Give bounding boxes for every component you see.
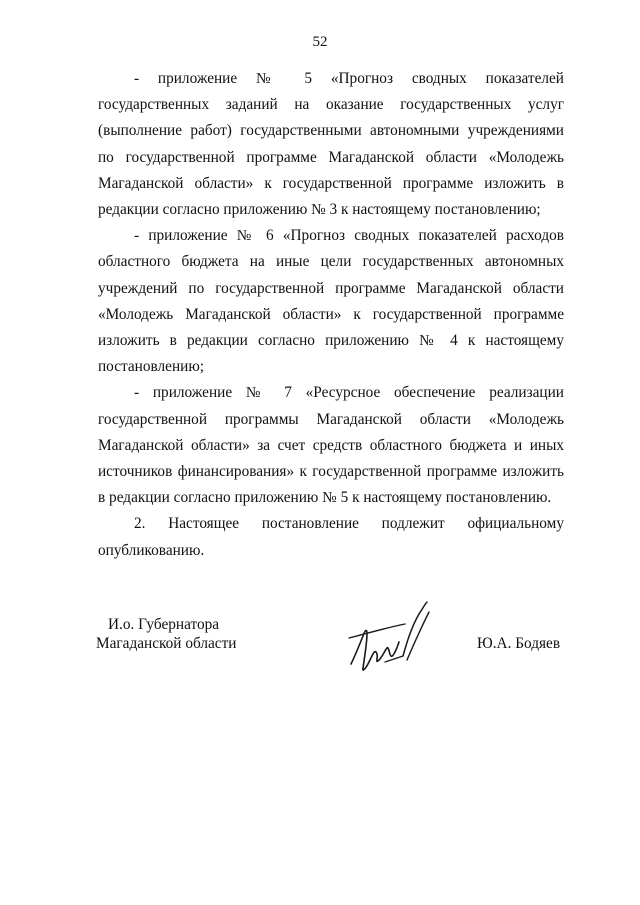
signatory-title-line2: Магаданской области — [96, 635, 237, 652]
signatory-title-line1: И.о. Губернатора — [108, 616, 220, 633]
signatory-title — [96, 615, 236, 653]
signatory-name: Ю.А. Бодяев — [477, 635, 561, 652]
handwritten-signature — [345, 598, 435, 678]
paragraph-appendix-6: - приложение № 6 «Прогноз сводных показателей расходов областного бюджета на иные цели государственных автономных учреждений по государственной программе Магаданской области «Молодежь Магаданской области» к государственной программе изложить в редакции согласно приложению № 4 к настоящему постановлению; — [98, 227, 564, 376]
paragraph-publication: 2. Настоящее постановление подлежит официальному опубликованию. — [98, 515, 564, 559]
page-number: 52 — [312, 34, 328, 50]
document-body — [98, 66, 564, 564]
paragraph-appendix-5: - приложение № 5 «Прогноз сводных показателей государственных заданий на оказание государственных услуг (выполнение работ) государственными автономными учреждениями по государственной программе Магаданской области «Молодежь Магаданской области» к государственной программе изложить в редакции согласно приложению № 3 к настоящему постановлению; — [98, 70, 564, 219]
paragraph-appendix-7: - приложение № 7 «Ресурсное обеспечение реализации государственной программы Магаданской области «Молодежь Магаданской области» за счет средств областного бюджета и иных источников финансирования» к государственной программе изложить в редакции согласно приложению № 5 к настоящему постановлению. — [98, 384, 564, 507]
